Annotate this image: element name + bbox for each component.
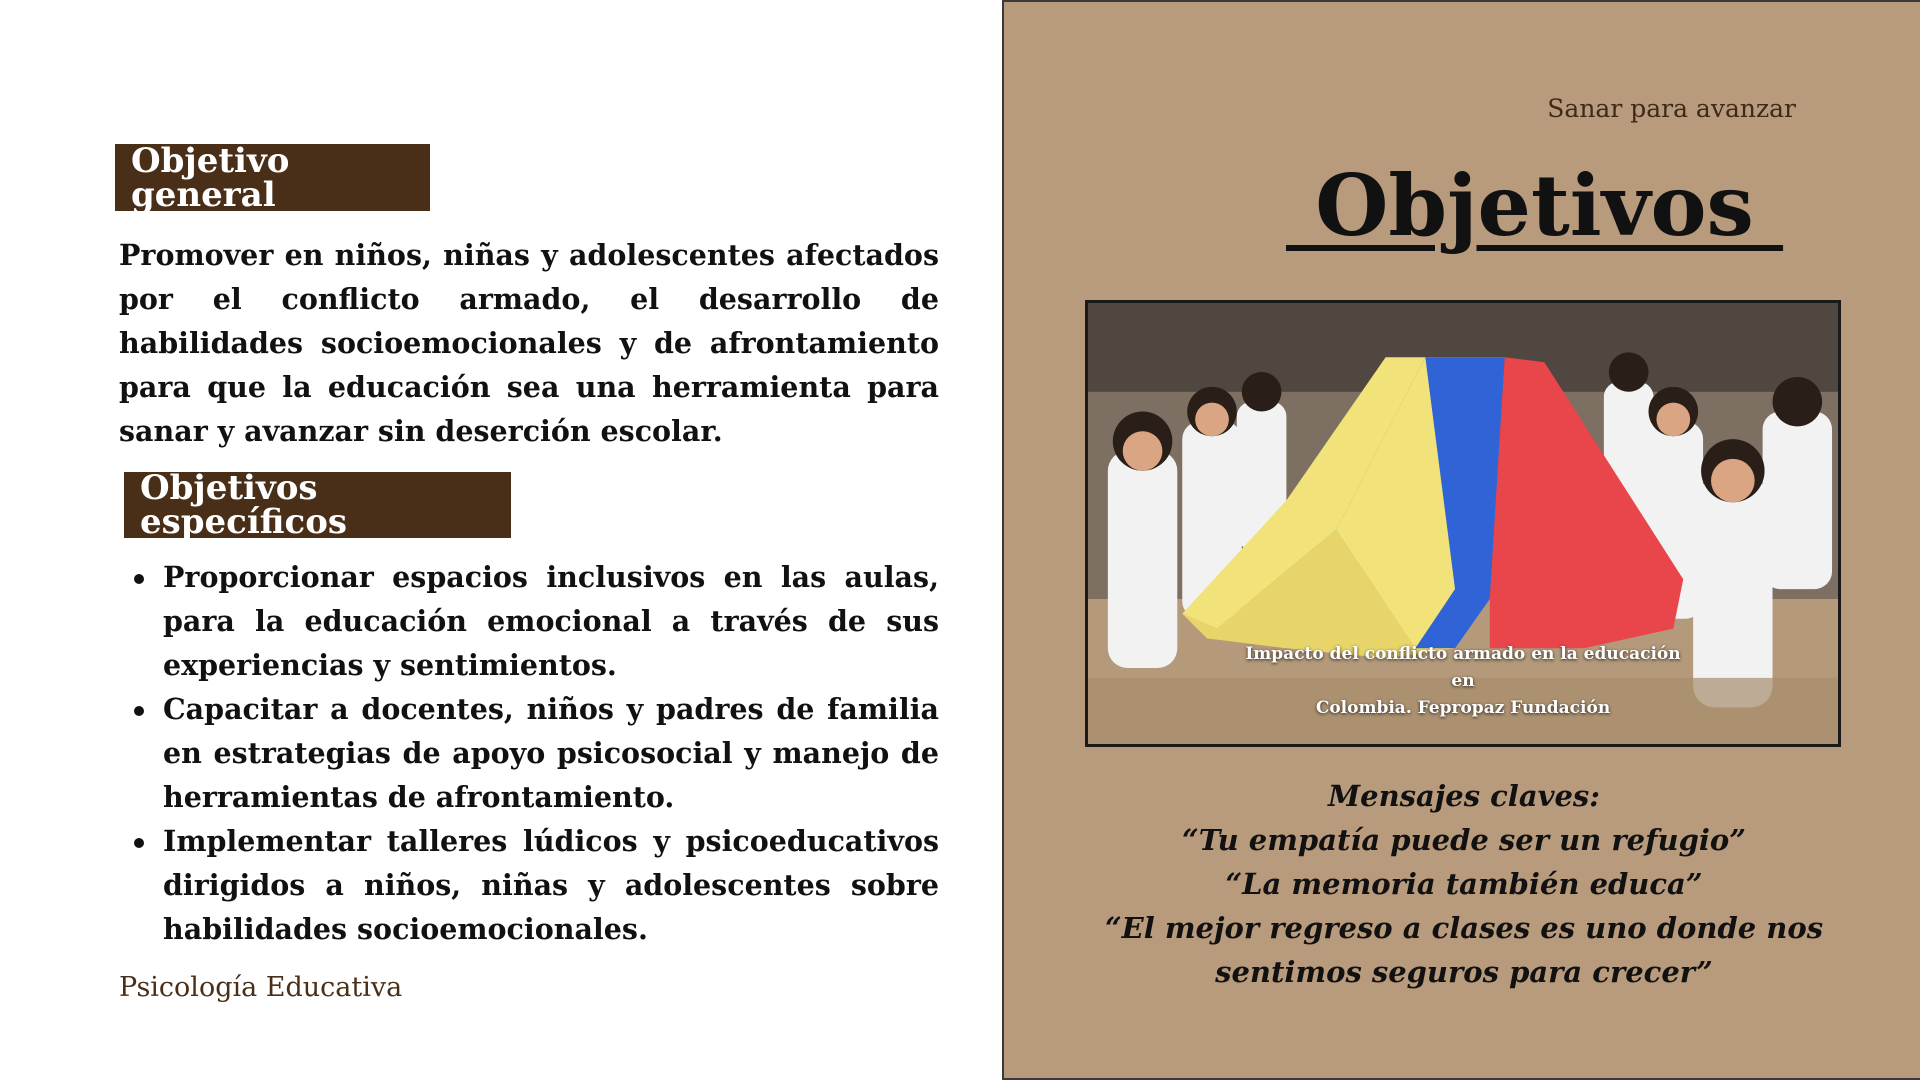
general-objective-heading: Objetivo general (115, 144, 430, 211)
specific-objectives-list (128, 555, 939, 951)
photo-caption-line: Colombia. Fepropaz Fundación (1315, 698, 1611, 718)
key-message: sentimos seguros para crecer” (1215, 955, 1713, 989)
specific-objective-item: Implementar talleres lúdicos y psicoeducativos dirigidos a niños, niñas y adolescentes sobre habilidades socioemocionales. (128, 819, 939, 951)
right-panel (1002, 0, 1920, 1080)
specific-objectives-heading: Objetivos específicos (124, 472, 511, 538)
photo-caption (1088, 641, 1838, 722)
flag-photo (1085, 300, 1841, 747)
key-message: “La memoria también educa” (1225, 867, 1703, 901)
key-message: “Tu empatía puede ser un refugio” (1182, 823, 1746, 857)
key-message: “El mejor regreso a clases es uno donde nos (1104, 911, 1824, 945)
key-messages (1064, 774, 1864, 994)
key-messages-heading: Mensajes claves: (1328, 779, 1600, 813)
specific-objective-item: Capacitar a docentes, niños y padres de familia en estrategias de apoyo psicosocial y manejo de herramientas de afrontamiento. (128, 687, 939, 819)
tagline: Sanar para avanzar (1547, 94, 1796, 123)
photo-caption-line: Impacto del conflicto armado en la educación en (1245, 644, 1681, 691)
specific-objective-item: Proporcionar espacios inclusivos en las aulas, para la educación emocional a través de sus experiencias y sentimientos. (128, 555, 939, 687)
page-title: Objetivos (1286, 156, 1784, 255)
footer-course-label: Psicología Educativa (119, 972, 403, 1003)
general-objective-text: Promover en niños, niñas y adolescentes afectados por el conflicto armado, el desarrollo de habilidades socioemocionales y de afrontamiento para que la educación sea una herramienta para sanar y avanzar sin deserción escolar. (119, 238, 939, 448)
